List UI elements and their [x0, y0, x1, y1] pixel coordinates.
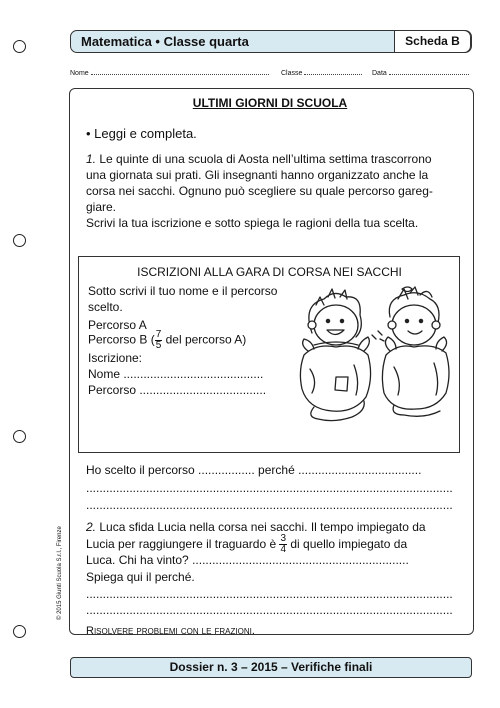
page-footer: Dossier n. 3 – 2015 – Verifiche finali	[70, 657, 472, 678]
route-b: Percorso B ( $\frac{7}{5}$ del percorso A)	[88, 329, 247, 351]
date-dotted-line	[389, 68, 469, 75]
exercise1-line: giare.	[86, 200, 117, 214]
binder-hole	[13, 430, 26, 443]
fraction-seven-fifths: $\frac{7}{5}$	[155, 329, 162, 351]
signup-label: Iscrizione:	[88, 351, 143, 365]
answer-line[interactable]: ..............................................................................................................	[86, 587, 453, 601]
header-title: Matematica • Classe quarta	[81, 34, 249, 49]
name-field[interactable]	[70, 68, 269, 77]
name-label: Nome	[70, 70, 89, 77]
name-dotted-line	[91, 68, 269, 75]
route-entry-line[interactable]: Percorso ......................................	[88, 383, 267, 397]
sheet-label: Scheda B	[394, 30, 471, 53]
route-a: Percorso A	[88, 318, 147, 332]
copyright-notice: © 2015 Giunti Scuola S.r.l., Firenze	[57, 526, 63, 620]
date-label: Data	[372, 70, 387, 77]
exercise2-line: Lucia per raggiungere il traguardo è $\frac{3}{4}$ di quello impiegato da	[86, 533, 408, 556]
exercise1-line: corsa nei sacchi. Ognuno può scegliere su quale percorso gareg-	[86, 184, 433, 198]
date-field[interactable]	[372, 68, 469, 77]
instruction: • Leggi e completa.	[86, 126, 197, 141]
exercise1-line: Scrivi la tua iscrizione e sotto spiega le ragioni della tua scelta.	[86, 216, 419, 230]
fraction-three-quarters: $\frac{3}{4}$	[280, 533, 287, 556]
learning-goal: Risolvere problemi con le frazioni.	[86, 625, 255, 637]
exercise2-answer-line[interactable]: Luca. Chi ha vinto? .................................................................	[86, 553, 409, 567]
box-line: Sotto scrivi il tuo nome e il percorso	[88, 284, 278, 298]
exercise2-line: Spiega qui il perché.	[86, 570, 195, 584]
children-in-sacks-illustration	[294, 285, 454, 445]
binder-hole	[13, 625, 26, 638]
signup-box	[78, 256, 460, 453]
answer-line[interactable]: ..............................................................................................................	[86, 481, 453, 495]
answer-line[interactable]: Ho scelto il percorso ................. perché .....................................	[86, 463, 422, 477]
name-entry-line[interactable]: Nome ..........................................	[88, 367, 264, 381]
binder-hole	[13, 40, 26, 53]
answer-line[interactable]: ..............................................................................................................	[86, 603, 453, 617]
binder-hole	[13, 234, 26, 247]
page-header	[70, 30, 472, 53]
exercise1-line: una giornata sui prati. Gli insegnanti hanno organizzato anche la	[86, 168, 429, 182]
exercise1-line: 1. Le quinte di una scuola di Aosta nell’ultima settima trascorrono	[86, 152, 432, 166]
page-title: ULTIMI GIORNI DI SCUOLA	[192, 96, 348, 110]
class-dotted-line	[304, 68, 362, 75]
class-field[interactable]	[281, 68, 362, 77]
signup-box-title: ISCRIZIONI ALLA GARA DI CORSA NEI SACCHI	[137, 265, 402, 279]
exercise2-number: 2.	[86, 520, 97, 534]
answer-line[interactable]: ..............................................................................................................	[86, 498, 453, 512]
exercise1-number: 1.	[86, 152, 97, 166]
exercise2-line: 2. Luca sfida Lucia nella corsa nei sacchi. Il tempo impiegato da	[86, 520, 426, 534]
box-line: scelto.	[88, 300, 123, 314]
class-label: Classe	[281, 70, 303, 77]
